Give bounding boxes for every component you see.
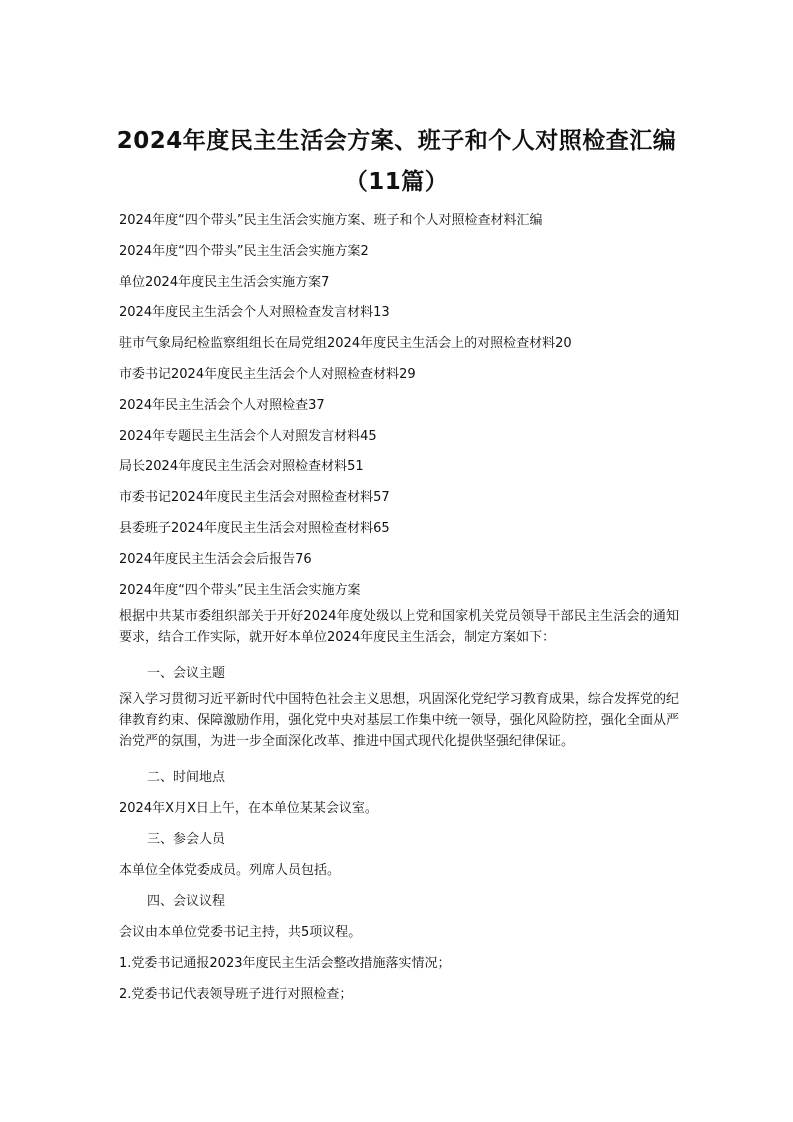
agenda-item: 1.党委书记通报2023年度民主生活会整改措施落实情况； bbox=[119, 956, 451, 971]
toc-entry: 2024年度“四个带头”民主生活会实施方案 bbox=[119, 582, 361, 598]
table-of-contents bbox=[119, 206, 689, 606]
toc-entry: 县委班子2024年度民主生活会对照检查材料65 bbox=[119, 520, 390, 536]
toc-entry: 局长2024年度民主生活会对照检查材料51 bbox=[119, 459, 364, 475]
toc-entry: 2024年民主生活会个人对照检查37 bbox=[119, 397, 325, 413]
document-title-line1: 2024年度民主生活会方案、班子和个人对照检查汇编 bbox=[116, 128, 677, 154]
toc-entry: 市委书记2024年度民主生活会个人对照检查材料29 bbox=[119, 366, 416, 382]
toc-entry: 市委书记2024年度民主生活会对照检查材料57 bbox=[119, 490, 390, 506]
toc-entry: 2024年度“四个带头”民主生活会实施方案2 bbox=[119, 243, 369, 259]
intro-paragraph: 根据中共某市委组织部关于开好2024年度处级以上党和国家机关党员领导干部民主生活会的通知要求，结合工作实际，就开好本单位2024年度民主生活会，制定方案如下： bbox=[119, 609, 679, 645]
section-heading-theme: 一、会议主题 bbox=[147, 666, 226, 681]
toc-entry: 2024年度民主生活会会后报告76 bbox=[119, 551, 312, 567]
document-body bbox=[119, 606, 679, 1010]
toc-entry: 2024年度民主生活会个人对照检查发言材料13 bbox=[119, 305, 390, 321]
section-attendees-text: 本单位全体党委成员。列席人员包括。 bbox=[119, 863, 341, 878]
agenda-item: 2.党委书记代表领导班子进行对照检查； bbox=[119, 987, 353, 1002]
toc-entry: 单位2024年度民主生活会实施方案7 bbox=[119, 274, 330, 290]
section-heading-agenda: 四、会议议程 bbox=[147, 894, 226, 909]
toc-entry: 2024年专题民主生活会个人对照发言材料45 bbox=[119, 428, 377, 444]
toc-entry: 驻市气象局纪检监察组组长在局党组2024年度民主生活会上的对照检查材料20 bbox=[119, 336, 572, 352]
section-theme-text: 深入学习贯彻习近平新时代中国特色社会主义思想，巩固深化党纪学习教育成果，综合发挥党的纪律教育约束、保障激励作用，强化党中央对基层工作集中统一领导，强化风险防控，强化全面从严治党严的氛围，为进一步全面深化改革、推进中国式现代化提供坚强纪律保证。 bbox=[119, 692, 679, 749]
section-agenda-text: 会议由本单位党委书记主持，共5项议程。 bbox=[119, 925, 362, 940]
section-heading-attendees: 三、参会人员 bbox=[147, 832, 226, 847]
section-time-place-text: 2024年X月X日上午，在本单位某某会议室。 bbox=[119, 801, 378, 816]
section-heading-time-place: 二、时间地点 bbox=[147, 770, 226, 785]
toc-entry: 2024年度“四个带头”民主生活会实施方案、班子和个人对照检查材料汇编 bbox=[119, 213, 543, 228]
document-title-line2: （11篇） bbox=[344, 169, 449, 195]
